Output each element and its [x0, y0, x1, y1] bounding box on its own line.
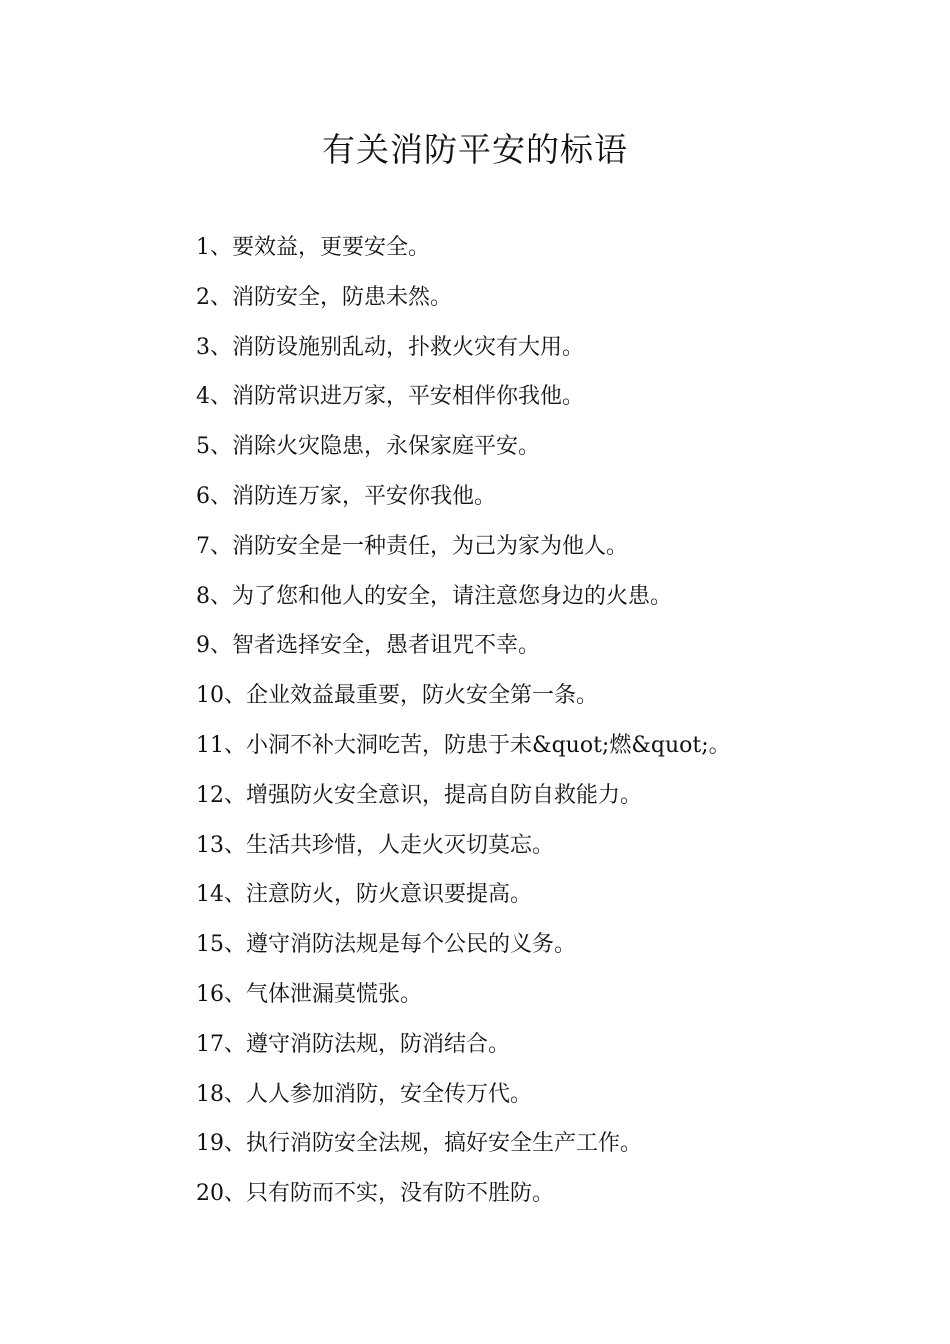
slogan-item: 15、遵守消防法规是每个公民的义务。	[196, 932, 576, 958]
slogan-item: 5、消除火灾隐患，永保家庭平安。	[196, 434, 540, 460]
document-title: 有关消防平安的标语	[322, 130, 628, 169]
slogan-item: 17、遵守消防法规，防消结合。	[196, 1031, 510, 1057]
slogan-item: 19、执行消防安全法规，搞好安全生产工作。	[196, 1131, 642, 1157]
slogan-item: 2、消防安全，防患未然。	[196, 284, 452, 310]
slogan-item: 3、消防设施别乱动，扑救火灾有大用。	[196, 334, 584, 360]
slogan-item: 9、智者选择安全，愚者诅咒不幸。	[196, 633, 540, 659]
slogan-item: 10、企业效益最重要，防火安全第一条。	[196, 683, 598, 709]
slogan-item: 6、消防连万家，平安你我他。	[196, 483, 496, 509]
slogan-item: 1、要效益，更要安全。	[196, 235, 430, 260]
slogan-item: 16、气体泄漏莫慌张。	[196, 981, 422, 1007]
slogan-item: 12、增强防火安全意识，提高自防自救能力。	[196, 782, 642, 808]
slogan-item: 14、注意防火，防火意识要提高。	[196, 882, 532, 908]
slogan-item: 7、消防安全是一种责任，为己为家为他人。	[196, 533, 628, 559]
slogan-item: 4、消防常识进万家，平安相伴你我他。	[196, 384, 584, 410]
slogan-list	[196, 228, 896, 1224]
slogan-item: 13、生活共珍惜，人走火灭切莫忘。	[196, 832, 554, 858]
slogan-item: 11、小洞不补大洞吃苦，防患于未&quot;燃&quot;。	[196, 732, 731, 758]
slogan-item: 8、为了您和他人的安全，请注意您身边的火患。	[196, 583, 672, 609]
slogan-item: 20、只有防而不实，没有防不胜防。	[196, 1181, 554, 1207]
slogan-item: 18、人人参加消防，安全传万代。	[196, 1081, 532, 1107]
